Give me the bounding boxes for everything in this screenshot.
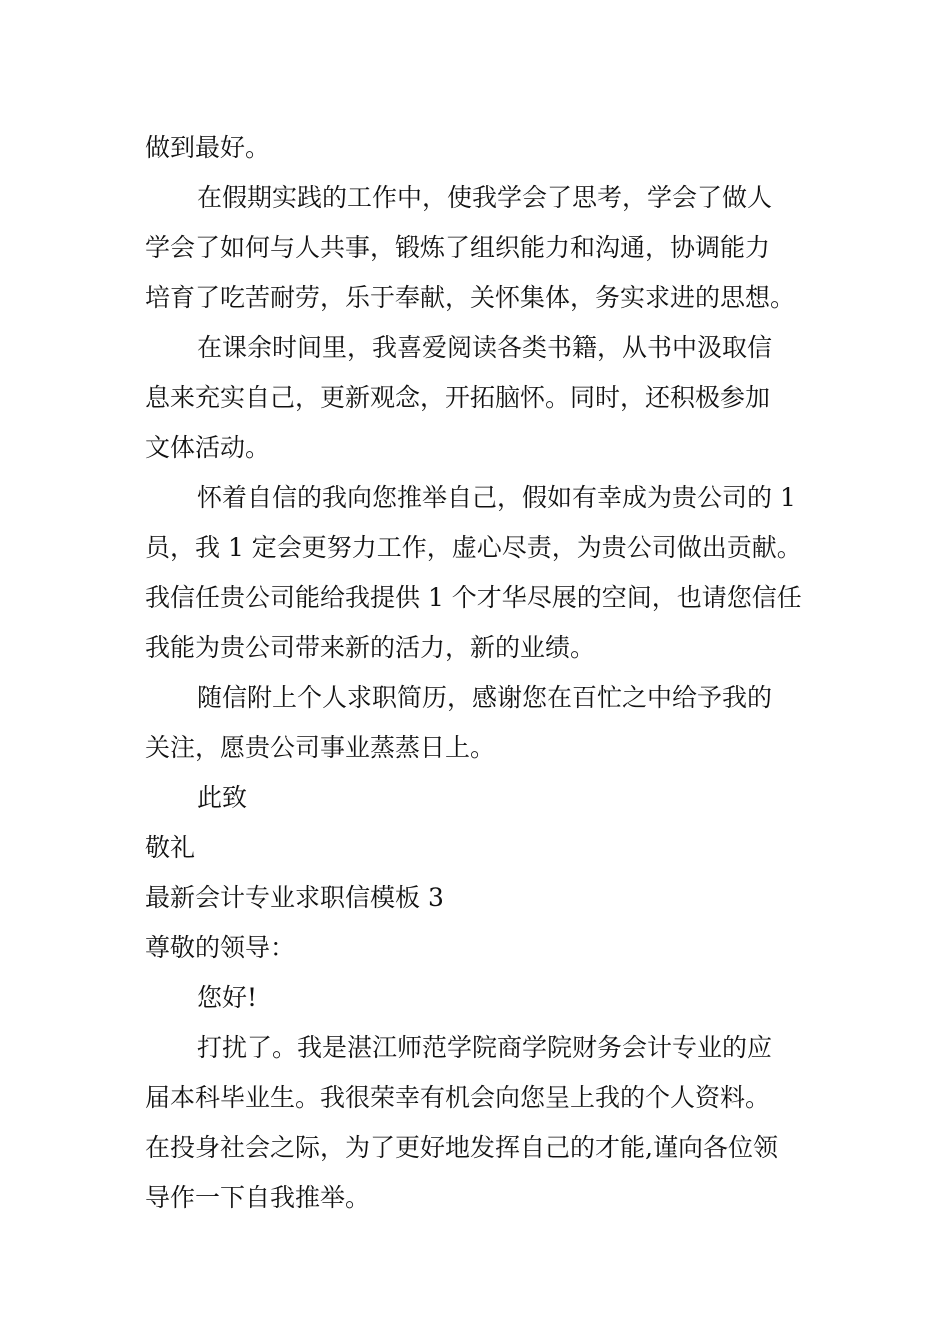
- paragraph-first-line: 怀着自信的我向您推举自己，假如有幸成为贵公司的 1: [197, 483, 796, 512]
- text-line: 我能为贵公司带来新的活力，新的业绩。: [145, 633, 596, 662]
- paragraph-first-line: 在课余时间里，我喜爱阅读各类书籍，从书中汲取信: [197, 333, 773, 362]
- text-line: 届本科毕业生。我很荣幸有机会向您呈上我的个人资料。: [145, 1083, 771, 1112]
- text-line: 做到最好。: [145, 133, 271, 162]
- text-line: 员，我 1 定会更努力工作，虚心尽责，为贵公司做出贡献。: [145, 533, 802, 562]
- closing-line: 此致: [197, 783, 248, 812]
- text-line: 我信任贵公司能给我提供 1 个才华尽展的空间，也请您信任: [145, 583, 802, 612]
- paragraph-first-line: 在假期实践的工作中，使我学会了思考，学会了做人: [197, 183, 773, 212]
- text-line: 学会了如何与人共事，锻炼了组织能力和沟通，协调能力: [145, 233, 771, 262]
- text-line: 导作一下自我推举。: [145, 1183, 371, 1212]
- salutation-line: 敬礼: [145, 833, 196, 862]
- greeting-line: 您好!: [197, 983, 258, 1012]
- text-line: 在投身社会之际，为了更好地发挥自己的才能,谨向各位领: [145, 1133, 778, 1162]
- text-line: 息来充实自己，更新观念，开拓脑怀。同时，还积极参加: [145, 383, 771, 412]
- text-line: 培育了吃苦耐劳，乐于奉献，关怀集体，务实求进的思想。: [145, 283, 796, 312]
- greeting-line: 尊敬的领导：: [145, 933, 296, 962]
- paragraph-first-line: 随信附上个人求职简历，感谢您在百忙之中给予我的: [197, 683, 773, 712]
- text-line: 关注，愿贵公司事业蒸蒸日上。: [145, 733, 496, 762]
- section-title: 最新会计专业求职信模板 3: [145, 883, 444, 912]
- paragraph-first-line: 打扰了。我是湛江师范学院商学院财务会计专业的应: [197, 1033, 773, 1062]
- text-line: 文体活动。: [145, 433, 271, 462]
